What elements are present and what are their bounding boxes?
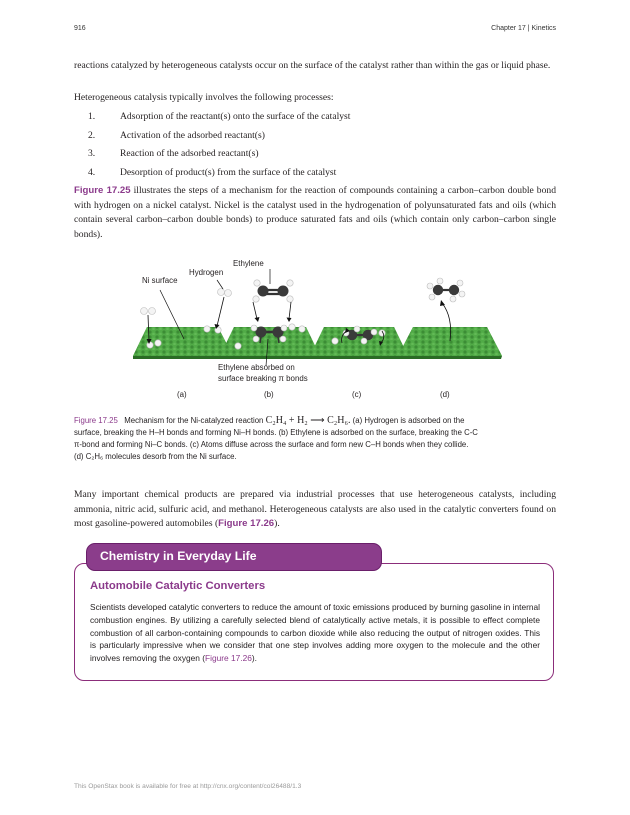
panel-d-label: (d) [440,390,450,399]
list-item: 3. Reaction of the adsorbed reactant(s) [88,148,259,159]
ni-surface-label: Ni surface [142,276,178,285]
hydrogen-label: Hydrogen [189,268,224,277]
panel-c-surface [310,327,408,359]
panel-b-label: (b) [264,390,274,399]
reaction-equation: C₂H₄ + H₂ ⟶ C₂H₆. [265,415,351,426]
feature-text: Scientists developed catalytic converters to reduce the amount of toxic emissions produced by burning gasoline in internal combustion engines. By utilizing a carefully selected blend of catalytically active metals, it is possible to effect complete combustion of all carbon-containing compounds to carbon dioxide while also reducing the output of nitrogen oxides. This is particularly impressive when we consider that one step involves adding more oxygen to the molecule and the other involves removing the oxygen (Figure 17.26). [90,602,540,664]
panel-c-label: (c) [352,390,362,399]
ethylene-molecule-icon [253,280,293,302]
products-paragraph: Many important chemical products are prepared via industrial processes that use heterogeneous catalysts, including ammonia, nitric acid, sulfuric acid, and methanol. Heterogeneous catalysts are also used in the catalytic converters found on most gasoline-powered automobiles (Figure 17.26). [74,489,556,530]
hydrogen-pointer [217,280,223,289]
absorbed-label-line2: surface breaking π bonds [218,374,308,383]
intro-continuation: reactions catalyzed by heterogeneous catalysts occur on the surface of the catalyst rather than within the gas or liquid phase. [74,60,551,71]
figure-17-25-link[interactable]: Figure 17.25 [74,185,131,196]
list-item: 1. Adsorption of the reactant(s) onto the surface of the catalyst [88,111,351,122]
figure-17-26-link[interactable]: Figure 17.26 [205,653,252,664]
page-footer: This OpenStax book is available for free at http://cnx.org/content/col26488/1.3 [74,783,302,790]
adsorption-arrow-icon [253,302,292,322]
panel-d-surface [398,327,502,359]
chapter-heading: Chapter 17 | Kinetics [491,25,556,32]
page-number: 916 [74,25,86,32]
list-item: 4. Desorption of product(s) from the surface of the catalyst [88,166,337,178]
mechanism-figure [120,255,520,405]
panel-a-label: (a) [177,390,187,399]
feature-title: Automobile Catalytic Converters [90,580,266,592]
intro-lead-in: Heterogeneous catalysis typically involves the following processes: [74,92,334,103]
absorbed-label-line1: Ethylene absorbed on [218,363,295,372]
figure-17-26-link[interactable]: Figure 17.26 [218,518,275,530]
mechanism-paragraph: Figure 17.25 illustrates the steps of a mechanism for the reaction of compounds containing a carbon–carbon double bond with hydrogen on a nickel catalyst. Nickel is the catalyst used in the hydrogenation of polyunsaturated fats and oils (which contain several carbon–carbon double bonds) to produce saturated fats and oils (which contain only carbon–carbon single bonds). [74,185,556,240]
figure-caption: Figure 17.25 Mechanism for the Ni-catalyzed reaction C₂H₄ + H₂ ⟶ C₂H₆. (a) Hydrogen is adsorbed on the surface, breaking the H–H bonds and forming Ni–H bonds. (b) Ethylene is adsorbed on the surface, breaking the C-C π-bond and forming Ni–C bonds. (c) Atoms diffuse across the surface and form new C–H bonds when they collide. (d) C₂H₆ molecules desorb from the Ni surface. [74,415,478,461]
hydrogen-molecule-icon [141,289,232,315]
feature-tab: Chemistry in Everyday Life [86,543,382,571]
ethylene-label: Ethylene [233,259,264,268]
ethane-molecule-icon [427,278,465,302]
caption-label: Figure 17.25 [74,416,118,425]
process-steps-list [74,110,544,184]
list-item: 2. Activation of the adsorbed reactant(s) [88,129,265,141]
